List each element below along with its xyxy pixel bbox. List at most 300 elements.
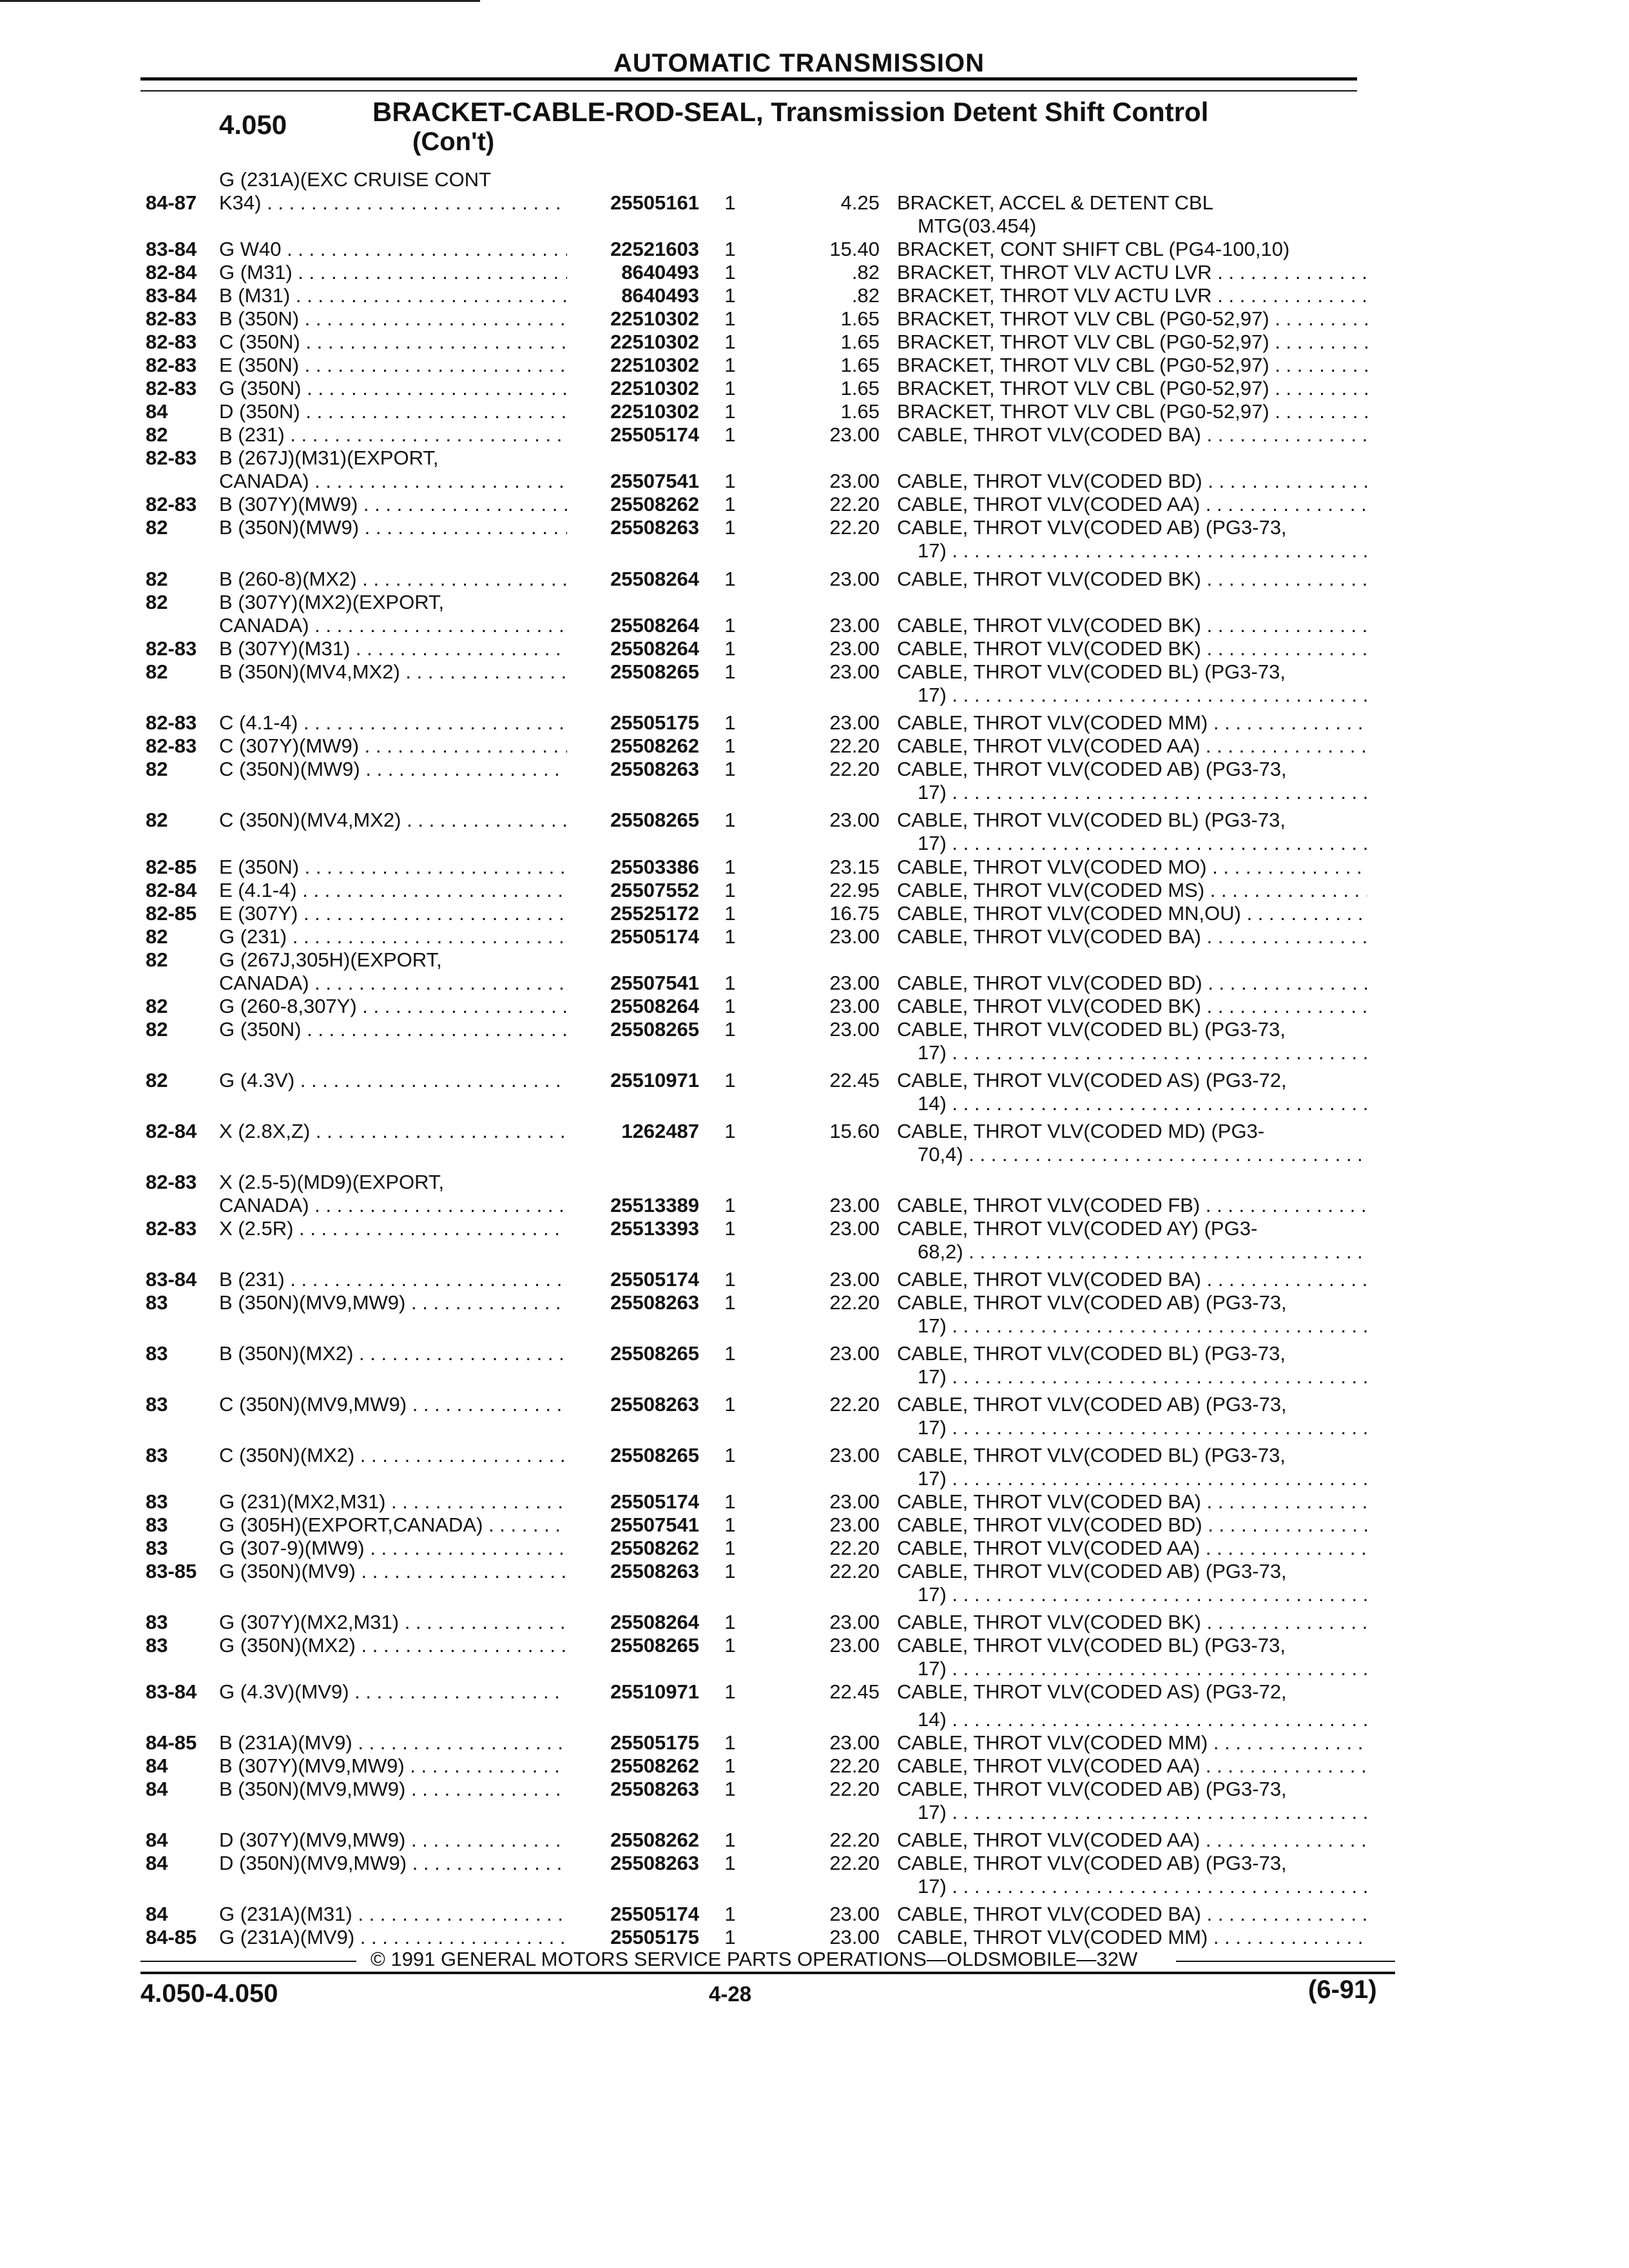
table-row [0, 1041, 1629, 1064]
section-number: 4.050 [219, 110, 287, 140]
part-number: 22521603 [610, 238, 699, 260]
application-description: B (307Y)(MV9,MW9) . . . [219, 1754, 567, 1778]
part-name: CABLE, THROT VLV(CODED BL) (PG3-73, [897, 1342, 1286, 1365]
section-title: BRACKET-CABLE-ROD-SEAL, Transmission Detent Shift Control [372, 97, 1209, 127]
part-name: CABLE, THROT VLV(CODED BA) . . . [897, 925, 1367, 948]
application-description: G (350N)(MV9) . . . [219, 1559, 567, 1583]
part-number: 25507541 [610, 972, 699, 994]
section-range: 4.050-4.050 [140, 1979, 278, 2008]
table-row [0, 1777, 1629, 1801]
model-years: 82-83 [146, 307, 197, 330]
part-name-continued: 17) . . . [918, 539, 1367, 562]
table-row [0, 757, 1629, 781]
application-description: G (4.3V) . . . [219, 1068, 567, 1092]
table-row [0, 1267, 1629, 1291]
part-name: CABLE, THROT VLV(CODED MS) . . . [897, 878, 1367, 902]
table-row [0, 780, 1629, 804]
table-row [0, 1800, 1629, 1824]
price: 1.65 [840, 331, 880, 353]
price: 23.00 [829, 925, 880, 948]
model-years: 82 [146, 925, 168, 948]
part-number: 25508264 [610, 568, 699, 590]
model-years: 82 [146, 948, 168, 971]
application-description: B (231) . . . [219, 1267, 567, 1291]
part-number: 22510302 [610, 377, 699, 399]
quantity: 1 [724, 1342, 736, 1365]
application-description: CANADA) . . . [219, 613, 567, 637]
part-number: 25505175 [610, 1926, 699, 1948]
table-row [0, 307, 1629, 331]
part-name-continued: 17) . . . [918, 1582, 1367, 1606]
table-row [0, 1559, 1629, 1583]
price: 22.20 [829, 516, 880, 539]
quantity: 1 [724, 735, 736, 757]
model-years: 83 [146, 1291, 168, 1314]
part-number: 25508263 [610, 1291, 699, 1314]
model-years: 82-83 [146, 377, 197, 399]
quantity: 1 [724, 972, 736, 994]
model-years: 84 [146, 1829, 168, 1851]
table-row [0, 1513, 1629, 1537]
part-number: 25508265 [610, 1018, 699, 1041]
part-name-continued: 68,2) . . . [918, 1240, 1367, 1264]
part-name: CABLE, THROT VLV(CODED BD) . . . [897, 971, 1367, 995]
application-description: B (307Y)(MW9) . . . [219, 492, 567, 516]
model-years: 84 [146, 1778, 168, 1800]
application-description: CANADA) . . . [219, 469, 567, 493]
price: 22.95 [829, 879, 880, 901]
part-number: 25508262 [610, 1829, 699, 1851]
quantity: 1 [724, 995, 736, 1017]
table-row [0, 284, 1629, 307]
part-name: CABLE, THROT VLV(CODED MN,OU) . . . [897, 901, 1367, 925]
price: 22.20 [829, 493, 880, 515]
model-years: 82-83 [146, 1171, 197, 1193]
table-row [0, 168, 1629, 191]
price: 22.20 [829, 1829, 880, 1851]
quantity: 1 [724, 1731, 736, 1754]
model-years: 82 [146, 423, 168, 446]
part-number: 25508263 [610, 516, 699, 539]
table-row [0, 901, 1629, 925]
model-years: 83 [146, 1537, 168, 1559]
application-description: C (350N)(MV9,MW9) . . . [219, 1392, 567, 1416]
price: 23.00 [829, 995, 880, 1017]
application-description: K34) . . . [219, 191, 567, 215]
table-row [0, 1902, 1629, 1926]
part-name: BRACKET, THROT VLV CBL (PG0-52,97) . . . [897, 376, 1367, 400]
part-name-continued: 17) . . . [918, 1365, 1367, 1389]
price: 23.00 [829, 1444, 880, 1466]
part-number: 25508263 [610, 1560, 699, 1582]
part-number: 25508265 [610, 1342, 699, 1365]
model-years: 82 [146, 809, 168, 831]
part-number: 25508265 [610, 1444, 699, 1466]
quantity: 1 [724, 1393, 736, 1416]
price: 23.00 [829, 1731, 880, 1754]
part-number: 25508264 [610, 614, 699, 637]
application-description: G (231A)(EXC CRUISE CONT [219, 168, 492, 191]
part-name: BRACKET, THROT VLV ACTU LVR . . . [897, 260, 1367, 284]
table-row [0, 1466, 1629, 1490]
table-row [0, 492, 1629, 516]
part-name-continued: 14) . . . [918, 1707, 1367, 1731]
price: 15.60 [829, 1120, 880, 1142]
part-number: 25513393 [610, 1217, 699, 1240]
part-name: CABLE, THROT VLV(CODED BD) . . . [897, 469, 1367, 493]
part-number: 1262487 [621, 1120, 699, 1142]
table-row [0, 637, 1629, 660]
application-description: B (350N)(MX2) . . . [219, 1341, 567, 1365]
table-row [0, 855, 1629, 879]
application-description: B (267J)(M31)(EXPORT, [219, 447, 439, 469]
part-number: 25508263 [610, 1393, 699, 1416]
quantity: 1 [724, 1194, 736, 1216]
quantity: 1 [724, 354, 736, 376]
table-row [0, 1193, 1629, 1217]
price: 23.00 [829, 423, 880, 446]
part-number: 25505174 [610, 925, 699, 948]
table-row [0, 446, 1629, 470]
price: 23.00 [829, 1018, 880, 1041]
part-number: 25508262 [610, 735, 699, 757]
part-name: CABLE, THROT VLV(CODED AA) . . . [897, 1754, 1367, 1778]
part-number: 25508262 [610, 1754, 699, 1777]
quantity: 1 [724, 470, 736, 492]
model-years: 84-85 [146, 1731, 197, 1754]
application-description: B (307Y)(M31) . . . [219, 637, 567, 660]
quantity: 1 [724, 261, 736, 284]
part-number: 25510971 [610, 1680, 699, 1703]
application-description: D (350N)(MV9,MW9) . . . [219, 1851, 567, 1875]
table-row [0, 1416, 1629, 1439]
application-description: B (231A)(MV9) . . . [219, 1731, 567, 1754]
page-number: 4-28 [709, 1982, 752, 2006]
table-row [0, 1291, 1629, 1314]
application-description: X (2.8X,Z) . . . [219, 1119, 567, 1143]
part-name: CABLE, THROT VLV(CODED AS) (PG3-72, [897, 1680, 1287, 1703]
part-number: 25508263 [610, 1778, 699, 1800]
application-description: B (260-8)(MX2) . . . [219, 567, 567, 591]
application-description: G (4.3V)(MV9) . . . [219, 1680, 567, 1704]
model-years: 84 [146, 1903, 168, 1925]
price: 23.00 [829, 1217, 880, 1240]
part-number: 25507552 [610, 879, 699, 901]
quantity: 1 [724, 1680, 736, 1703]
part-name: CABLE, THROT VLV(CODED AB) (PG3-73, [897, 516, 1287, 539]
application-description: G (305H)(EXPORT,CANADA) . . . [219, 1513, 567, 1537]
part-name: CABLE, THROT VLV(CODED AB) (PG3-73, [897, 1852, 1287, 1874]
part-number: 25513389 [610, 1194, 699, 1216]
part-name: BRACKET, THROT VLV CBL (PG0-52,97) . . . [897, 353, 1367, 377]
quantity: 1 [724, 1754, 736, 1777]
table-row [0, 1680, 1629, 1704]
application-description: B (307Y)(MX2)(EXPORT, [219, 591, 445, 613]
part-name-continued: 17) . . . [918, 683, 1367, 707]
model-years: 83-85 [146, 1560, 197, 1582]
part-name-continued: 17) . . . [918, 1874, 1367, 1898]
table-row [0, 1828, 1629, 1852]
quantity: 1 [724, 1514, 736, 1536]
part-name: CABLE, THROT VLV(CODED BA) . . . [897, 1267, 1367, 1291]
model-years: 83 [146, 1393, 168, 1416]
price: 22.20 [829, 1537, 880, 1559]
part-number: 22510302 [610, 331, 699, 353]
part-number: 25525172 [610, 902, 699, 925]
model-years: 82-84 [146, 261, 197, 284]
part-name: BRACKET, THROT VLV CBL (PG0-52,97) . . . [897, 399, 1367, 423]
quantity: 1 [724, 1829, 736, 1851]
table-row [0, 1874, 1629, 1898]
table-row [0, 1392, 1629, 1416]
price: 23.00 [829, 568, 880, 590]
price: 22.20 [829, 1852, 880, 1874]
part-name: CABLE, THROT VLV(CODED BL) (PG3-73, [897, 809, 1286, 831]
application-description: G (231) . . . [219, 925, 567, 948]
model-years: 82 [146, 591, 168, 613]
section-heading: AUTOMATIC TRANSMISSION [613, 49, 985, 77]
price: 23.00 [829, 972, 880, 994]
quantity: 1 [724, 1611, 736, 1633]
part-name-continued: 17) . . . [918, 1657, 1367, 1680]
part-name: CABLE, THROT VLV(CODED MM) . . . [897, 1925, 1367, 1949]
application-description: G W40 . . . [219, 237, 567, 261]
table-row [0, 878, 1629, 902]
model-years: 82-83 [146, 711, 197, 734]
part-name-continued: 17) . . . [918, 1466, 1367, 1490]
part-name: CABLE, THROT VLV(CODED MM) . . . [897, 711, 1367, 735]
part-name: CABLE, THROT VLV(CODED MM) . . . [897, 1731, 1367, 1754]
model-years: 82-83 [146, 354, 197, 376]
quantity: 1 [724, 423, 736, 446]
quantity: 1 [724, 1217, 736, 1240]
application-description: B (M31) . . . [219, 284, 567, 307]
application-description: D (350N) . . . [219, 399, 567, 423]
model-years: 82-84 [146, 1120, 197, 1142]
model-years: 82-83 [146, 493, 197, 515]
quantity: 1 [724, 1926, 736, 1948]
part-name: CABLE, THROT VLV(CODED AY) (PG3- [897, 1217, 1258, 1240]
table-row [0, 683, 1629, 707]
model-years: 83-84 [146, 284, 197, 307]
price: 23.00 [829, 1194, 880, 1216]
application-description: B (350N) . . . [219, 307, 567, 331]
part-name: CABLE, THROT VLV(CODED AB) (PG3-73, [897, 758, 1287, 780]
application-description: C (350N)(MX2) . . . [219, 1443, 567, 1467]
application-description: D (307Y)(MV9,MW9) . . . [219, 1828, 567, 1852]
part-number: 25510971 [610, 1069, 699, 1091]
table-row [0, 469, 1629, 493]
part-name: CABLE, THROT VLV(CODED AB) (PG3-73, [897, 1778, 1287, 1800]
price: 1.65 [840, 354, 880, 376]
quantity: 1 [724, 1120, 736, 1142]
table-row [0, 1017, 1629, 1041]
model-years: 82-83 [146, 331, 197, 353]
part-number: 22510302 [610, 400, 699, 423]
price: 22.20 [829, 735, 880, 757]
part-name-continued: 17) . . . [918, 1800, 1367, 1824]
quantity: 1 [724, 284, 736, 307]
section-subtitle: (Con't) [412, 128, 495, 156]
part-name: BRACKET, ACCEL & DETENT CBL [897, 191, 1213, 214]
model-years: 82-83 [146, 1217, 197, 1240]
quantity: 1 [724, 1634, 736, 1657]
price: 22.20 [829, 1291, 880, 1314]
price: 23.00 [829, 1903, 880, 1925]
quantity: 1 [724, 191, 736, 214]
quantity: 1 [724, 377, 736, 399]
part-number: 8640493 [621, 261, 699, 284]
table-row [0, 590, 1629, 614]
application-description: C (350N)(MV4,MX2) . . . [219, 808, 567, 832]
price: 23.00 [829, 1514, 880, 1536]
part-name: CABLE, THROT VLV(CODED AA) . . . [897, 1828, 1367, 1852]
part-name-continued: 17) . . . [918, 1314, 1367, 1338]
part-name: CABLE, THROT VLV(CODED BL) (PG3-73, [897, 660, 1286, 683]
price: 23.00 [829, 711, 880, 734]
quantity: 1 [724, 614, 736, 637]
quantity: 1 [724, 711, 736, 734]
footer-rule [140, 1972, 1395, 1974]
quantity: 1 [724, 902, 736, 925]
application-description: B (350N)(MV4,MX2) . . . [219, 660, 567, 684]
application-description: G (307-9)(MW9) . . . [219, 1536, 567, 1560]
table-row [0, 1216, 1629, 1240]
model-years: 82 [146, 1018, 168, 1041]
table-row [0, 1341, 1629, 1365]
table-row [0, 353, 1629, 377]
part-name: BRACKET, THROT VLV CBL (PG0-52,97) . . . [897, 307, 1367, 331]
price: 16.75 [829, 902, 880, 925]
part-number: 25508264 [610, 995, 699, 1017]
application-description: E (307Y) . . . [219, 901, 567, 925]
model-years: 82-83 [146, 447, 197, 469]
table-row [0, 971, 1629, 995]
model-years: 82-83 [146, 637, 197, 660]
price: 22.45 [829, 1680, 880, 1703]
copyright-notice: © 1991 GENERAL MOTORS SERVICE PARTS OPERATIONS—OLDSMOBILE—32W [371, 1948, 1138, 1970]
part-number: 25508263 [610, 758, 699, 780]
application-description: G (267J,305H)(EXPORT, [219, 948, 442, 971]
part-name: CABLE, THROT VLV(CODED AB) (PG3-73, [897, 1291, 1287, 1314]
footer-rule-left [140, 1961, 356, 1962]
part-name: BRACKET, THROT VLV CBL (PG0-52,97) . . . [897, 330, 1367, 354]
part-name-continued: MTG(03.454) [918, 215, 1037, 237]
quantity: 1 [724, 1444, 736, 1466]
model-years: 83 [146, 1611, 168, 1633]
application-description: E (350N) . . . [219, 353, 567, 377]
quantity: 1 [724, 1778, 736, 1800]
application-description: C (350N)(MW9) . . . [219, 757, 567, 781]
quantity: 1 [724, 307, 736, 330]
model-years: 82-84 [146, 879, 197, 901]
quantity: 1 [724, 1490, 736, 1513]
table-row [0, 567, 1629, 591]
part-number: 25508264 [610, 1611, 699, 1633]
table-row [0, 1633, 1629, 1657]
table-row [0, 925, 1629, 948]
model-years: 83-84 [146, 238, 197, 260]
part-name: CABLE, THROT VLV(CODED BL) (PG3-73, [897, 1634, 1286, 1657]
quantity: 1 [724, 516, 736, 539]
price: 22.20 [829, 1754, 880, 1777]
part-name: CABLE, THROT VLV(CODED BK) . . . [897, 637, 1367, 660]
table-row [0, 948, 1629, 972]
table-row [0, 711, 1629, 735]
part-name-continued: 70,4) . . . [918, 1142, 1367, 1166]
part-number: 25508262 [610, 1537, 699, 1559]
part-number: 25505175 [610, 711, 699, 734]
part-name: CABLE, THROT VLV(CODED BK) . . . [897, 567, 1367, 591]
price: 4.25 [840, 191, 880, 214]
table-row [0, 1142, 1629, 1166]
part-name-continued: 17) . . . [918, 1416, 1367, 1439]
application-description: G (350N) . . . [219, 376, 567, 400]
price: 23.00 [829, 1634, 880, 1657]
model-years: 82-85 [146, 902, 197, 925]
quantity: 1 [724, 1018, 736, 1041]
table-row [0, 191, 1629, 215]
quantity: 1 [724, 1069, 736, 1091]
quantity: 1 [724, 925, 736, 948]
quantity: 1 [724, 331, 736, 353]
table-row [0, 1443, 1629, 1467]
model-years: 84-87 [146, 191, 197, 214]
table-row [0, 423, 1629, 447]
table-row [0, 1536, 1629, 1560]
table-row [0, 330, 1629, 354]
part-name: CABLE, THROT VLV(CODED MO) . . . [897, 855, 1367, 879]
table-row [0, 660, 1629, 684]
table-row [0, 831, 1629, 855]
model-years: 82 [146, 568, 168, 590]
part-name-continued: 17) . . . [918, 1041, 1367, 1064]
model-years: 84 [146, 1852, 168, 1874]
model-years: 84-85 [146, 1926, 197, 1948]
price: 1.65 [840, 400, 880, 423]
quantity: 1 [724, 1291, 736, 1314]
table-row [0, 539, 1629, 562]
application-description: X (2.5-5)(MD9)(EXPORT, [219, 1171, 445, 1193]
part-name: CABLE, THROT VLV(CODED BA) . . . [897, 1490, 1367, 1514]
part-name: CABLE, THROT VLV(CODED BA) . . . [897, 423, 1367, 447]
part-number: 25508265 [610, 1634, 699, 1657]
part-name: CABLE, THROT VLV(CODED FB) . . . [897, 1193, 1367, 1217]
application-description: C (4.1-4) . . . [219, 711, 567, 735]
table-row [0, 613, 1629, 637]
quantity: 1 [724, 660, 736, 683]
application-description: B (350N)(MV9,MW9) . . . [219, 1291, 567, 1314]
part-number: 25507541 [610, 1514, 699, 1536]
model-years: 83 [146, 1444, 168, 1466]
part-number: 8640493 [621, 284, 699, 307]
application-description: CANADA) . . . [219, 971, 567, 995]
quantity: 1 [724, 1560, 736, 1582]
model-years: 82-83 [146, 735, 197, 757]
application-description: C (307Y)(MW9) . . . [219, 734, 567, 758]
part-name-continued: 17) . . . [918, 780, 1367, 804]
application-description: G (231A)(MV9) . . . [219, 1925, 567, 1949]
application-description: G (231A)(M31) . . . [219, 1902, 567, 1926]
price: 22.20 [829, 1778, 880, 1800]
edition-date: (6-91) [1308, 1975, 1377, 2004]
part-number: 22510302 [610, 307, 699, 330]
application-description: G (231)(MX2,M31) . . . [219, 1490, 567, 1514]
price: 23.00 [829, 1268, 880, 1291]
part-name: CABLE, THROT VLV(CODED AB) (PG3-73, [897, 1393, 1287, 1416]
part-name: CABLE, THROT VLV(CODED BK) . . . [897, 613, 1367, 637]
part-number: 25508262 [610, 493, 699, 515]
